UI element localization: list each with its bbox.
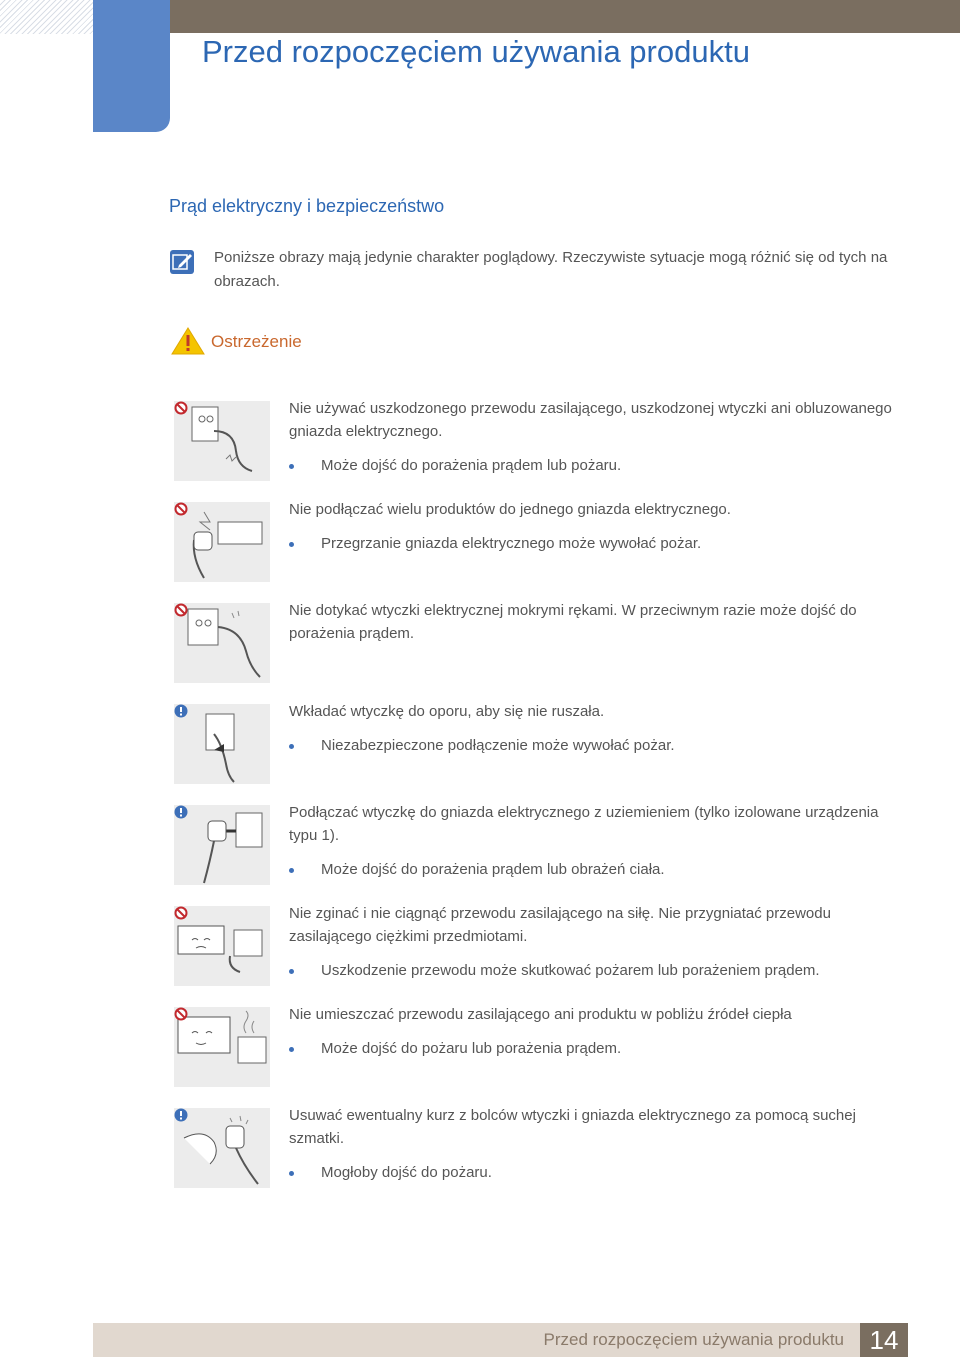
item-text: Podłączać wtyczkę do gniazda elektrycznego z uziemieniem (tylko izolowane urządzenia typu 1). — [289, 804, 879, 844]
bullet-icon — [289, 464, 294, 469]
heat-source-illustration — [174, 1007, 270, 1087]
cleaning-plug-illustration — [174, 1108, 270, 1188]
plug-insert-illustration — [174, 704, 270, 784]
bullet-icon — [289, 744, 294, 749]
header-tab — [93, 0, 170, 132]
bent-cable-illustration — [174, 906, 270, 986]
page-number: 14 — [860, 1323, 908, 1357]
item-text: Nie dotykać wtyczki elektrycznej mokrymi rękami. W przeciwnym razie może dojść do porażenia prądem. — [289, 602, 857, 642]
bullet-item: Może dojść do porażenia prądem lub pożaru. — [289, 455, 909, 477]
item-text: Nie używać uszkodzonego przewodu zasilającego, uszkodzonej wtyczki ani obluzowanego gniazda elektrycznego. — [289, 400, 892, 440]
bullet-item: Przegrzanie gniazda elektrycznego może wywołać pożar. — [289, 533, 909, 555]
mandatory-icon — [174, 1108, 188, 1122]
damaged-plug-illustration — [174, 401, 270, 481]
footer-bar — [93, 1323, 860, 1357]
item-text: Nie podłączać wielu produktów do jednego gniazda elektrycznego. — [289, 501, 731, 518]
note-pencil-icon — [170, 250, 194, 274]
bullet-item: Może dojść do porażenia prądem lub obrażeń ciała. — [289, 859, 909, 881]
grounded-socket-illustration — [174, 805, 270, 885]
wet-hands-illustration — [174, 603, 270, 683]
page-title: Przed rozpoczęciem używania produktu — [202, 34, 750, 69]
warning-triangle-icon — [171, 327, 205, 360]
section-title: Prąd elektryczny i bezpieczeństwo — [169, 196, 445, 216]
bullet-icon — [289, 1171, 294, 1176]
bullet-item: Uszkodzenie przewodu może skutkować pożarem lub porażeniem prądem. — [289, 960, 909, 982]
header-bar — [170, 0, 960, 33]
prohibited-icon — [174, 1007, 188, 1021]
bullet-icon — [289, 1047, 294, 1052]
item-text: Nie umieszczać przewodu zasilającego ani produktu w pobliżu źródeł ciepła — [289, 1006, 792, 1023]
header-decoration — [0, 0, 93, 34]
prohibited-icon — [174, 502, 188, 516]
bullet-icon — [289, 969, 294, 974]
prohibited-icon — [174, 603, 188, 617]
note-text: Poniższe obrazy mają jedynie charakter poglądowy. Rzeczywiste sytuacje mogą różnić się od tych na obrazach. — [214, 249, 888, 290]
bullet-item: Może dojść do pożaru lub porażenia prądem. — [289, 1038, 909, 1060]
item-text: Nie zginać i nie ciągnąć przewodu zasilającego na siłę. Nie przygniatać przewodu zasilającego ciężkimi przedmiotami. — [289, 905, 831, 945]
footer-title: Przed rozpoczęciem używania produktu — [543, 1330, 844, 1349]
warning-title: Ostrzeżenie — [211, 332, 302, 351]
item-text: Usuwać ewentualny kurz z bolców wtyczki i gniazda elektrycznego za pomocą suchej szmatki. — [289, 1107, 856, 1147]
prohibited-icon — [174, 401, 188, 415]
item-text: Wkładać wtyczkę do oporu, aby się nie ruszała. — [289, 703, 605, 720]
bullet-icon — [289, 868, 294, 873]
mandatory-icon — [174, 805, 188, 819]
multi-plug-illustration — [174, 502, 270, 582]
bullet-icon — [289, 542, 294, 547]
mandatory-icon — [174, 704, 188, 718]
bullet-item: Niezabezpieczone podłączenie może wywołać pożar. — [289, 735, 909, 757]
bullet-item: Mogłoby dojść do pożaru. — [289, 1162, 909, 1184]
prohibited-icon — [174, 906, 188, 920]
